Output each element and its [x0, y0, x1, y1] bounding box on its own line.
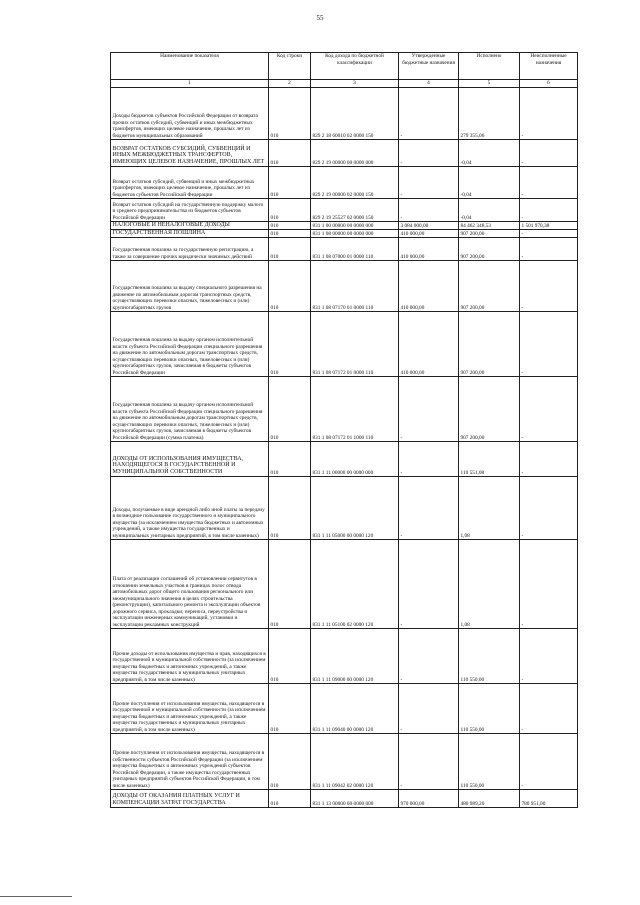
row-line-code: 010 [269, 199, 311, 222]
row-unexecuted: 1 501 970,38 [520, 222, 578, 230]
row-budget-code: 831 1 11 09000 00 0000 120 [311, 629, 399, 684]
row-unexecuted: - [520, 261, 578, 312]
row-executed: 907 200,00 [459, 230, 520, 238]
row-line-code: 010 [269, 442, 311, 477]
column-number: 3 [311, 80, 399, 88]
row-approved: - [399, 684, 459, 734]
row-unexecuted: - [520, 312, 578, 377]
row-unexecuted: - [520, 140, 578, 167]
row-approved: - [399, 477, 459, 540]
row-name: Доходы бюджетов субъектов Российской Федерации от возврата прочих остатков субсидий, субвенций и иных межбюджетных трансфертов, имеющих целевое назначение, прошлых лет из бюджетов муниципальных образований [111, 88, 269, 140]
table-row [111, 734, 578, 790]
row-executed: 1,08 [459, 540, 520, 629]
row-budget-code: 831 1 11 00000 00 0000 000 [311, 442, 399, 477]
row-line-code: 010 [269, 377, 311, 442]
row-executed: 84 462 348,53 [459, 222, 520, 230]
row-budget-code: 829 2 19 00000 02 0000 150 [311, 167, 399, 199]
row-approved: - [399, 540, 459, 629]
row-name: Плата от реализации соглашений об установлении сервитутов в отношении земельных участков в границах полос отвода автомобильных дорог общего пользования регионального или межмуниципального значения в целях строительства (реконструкции), капитального ремонта и эксплуатации объектов дорожного сервиса, прокладки, переноса, переустройства и эксплуатации инженерных коммуникаций, установки и эксплуатации рекламных конструкций [111, 540, 269, 629]
row-name: Государственная пошлина за выдачу органом исполнительной власти субъекта Российской Федерации специального разрешения на движение по автомобильным дорогам транспортных средств, осуществляющих перевозки опасных, тяжеловесных и (или) крупногабаритных грузов, зачисляемая в бюджеты субъектов Российской Федерации [111, 312, 269, 377]
table-row [111, 88, 578, 140]
row-approved: 410 000,00 [399, 261, 459, 312]
row-approved: - [399, 199, 459, 222]
row-line-code: 010 [269, 140, 311, 167]
row-executed: 279 355,06 [459, 88, 520, 140]
table-row [111, 238, 578, 261]
row-line-code: 010 [269, 477, 311, 540]
row-name: Государственная пошлина за государственную регистрацию, а также за совершение прочих юридически значимых действий [111, 238, 269, 261]
row-unexecuted: - [520, 230, 578, 238]
table-row [111, 442, 578, 477]
row-budget-code: 831 1 11 05000 00 0000 120 [311, 477, 399, 540]
row-approved: - [399, 734, 459, 790]
row-executed: 907 200,00 [459, 312, 520, 377]
row-unexecuted: - [520, 734, 578, 790]
row-unexecuted: - [520, 684, 578, 734]
table-row [111, 312, 578, 377]
row-approved: 410 000,00 [399, 312, 459, 377]
row-executed: -0,04 [459, 167, 520, 199]
table-row [111, 477, 578, 540]
row-approved: - [399, 377, 459, 442]
row-budget-code: 831 1 08 07172 01 0000 110 [311, 312, 399, 377]
table-row [111, 230, 578, 238]
row-unexecuted: - [520, 238, 578, 261]
table-row [111, 140, 578, 167]
row-budget-code: 831 1 08 07170 01 0000 110 [311, 261, 399, 312]
row-executed: -0,04 [459, 199, 520, 222]
column-number: 1 [111, 80, 269, 88]
row-name: Прочие поступления от использования имущества, находящегося в государственной и муниципальной собственности (за исключением имущества бюджетных и автономных учреждений, а также имущества государственных и муниципальных унитарных предприятий, в том числе казенных) [111, 684, 269, 734]
row-executed: 110 550,00 [459, 734, 520, 790]
row-line-code: 010 [269, 790, 311, 808]
row-approved: - [399, 88, 459, 140]
row-budget-code: 831 1 11 09042 02 0000 120 [311, 734, 399, 790]
row-name: ВОЗВРАТ ОСТАТКОВ СУБСИДИЙ, СУБВЕНЦИЙ И ИНЫХ МЕЖБЮДЖЕТНЫХ ТРАНСФЕРТОВ, ИМЕЮЩИХ ЦЕЛЕВОЕ НАЗНАЧЕНИЕ, ПРОШЛЫХ ЛЕТ [111, 140, 269, 167]
row-approved: 3 084 000,00 [399, 222, 459, 230]
table-row [111, 684, 578, 734]
column-number: 6 [520, 80, 578, 88]
row-line-code: 010 [269, 540, 311, 629]
row-executed: 907 200,00 [459, 238, 520, 261]
row-approved: 410 000,00 [399, 230, 459, 238]
row-approved: - [399, 629, 459, 684]
row-line-code: 010 [269, 167, 311, 199]
row-line-code: 010 [269, 312, 311, 377]
row-name: ГОСУДАРСТВЕННАЯ ПОШЛИНА [111, 230, 269, 238]
column-number: 4 [399, 80, 459, 88]
header-budget-code: Код дохода по бюджетной классификации [311, 53, 399, 80]
row-approved: 410 000,00 [399, 238, 459, 261]
table-row [111, 377, 578, 442]
row-line-code: 010 [269, 222, 311, 230]
table-body [111, 88, 578, 808]
row-unexecuted: - [520, 540, 578, 629]
row-name: НАЛОГОВЫЕ И НЕНАЛОГОВЫЕ ДОХОДЫ [111, 222, 269, 230]
row-name: ДОХОДЫ ОТ ИСПОЛЬЗОВАНИЯ ИМУЩЕСТВА, НАХОДЯЩЕГОСЯ В ГОСУДАРСТВЕННОЙ И МУНИЦИПАЛЬНОЙ СОБСТВЕННОСТИ [111, 442, 269, 477]
row-unexecuted: 780 951,00 [520, 790, 578, 808]
row-name: Прочие доходы от использования имущества и прав, находящихся в государственной и муниципальной собственности (за исключением имущества бюджетных и автономных учреждений, а также имущества государственных и муниципальных унитарных предприятий, в том числе казенных) [111, 629, 269, 684]
row-budget-code: 831 1 11 09040 00 0000 120 [311, 684, 399, 734]
row-budget-code: 831 1 08 00000 00 0000 000 [311, 230, 399, 238]
row-line-code: 010 [269, 230, 311, 238]
table-row [111, 167, 578, 199]
table-row [111, 540, 578, 629]
row-line-code: 010 [269, 261, 311, 312]
row-name: ДОХОДЫ ОТ ОКАЗАНИЯ ПЛАТНЫХ УСЛУГ И КОМПЕНСАЦИИ ЗАТРАТ ГОСУДАРСТВА [111, 790, 269, 808]
row-unexecuted: - [520, 477, 578, 540]
header-row [111, 53, 578, 80]
row-name: Прочие поступления от использования имущества, находящегося в собственности субъектов Российской Федерации (за исключением имущества бюджетных и автономных учреждений субъектов Российской Федерации, а также имущества государственных унитарных предприятий субъектов Российской Федерации, в том числе казенных) [111, 734, 269, 790]
row-executed: 1,08 [459, 477, 520, 540]
row-unexecuted: - [520, 199, 578, 222]
row-executed: 110 551,08 [459, 442, 520, 477]
row-executed: 907 200,00 [459, 377, 520, 442]
row-name: Государственная пошлина за выдачу органом исполнительной власти субъекта Российской Федерации специального разрешения на движение по автомобильным дорогам транспортных средств, осуществляющих перевозки опасных, тяжеловесных и (или) крупногабаритных грузов, зачисляемая в бюджеты субъектов Российской Федерации (сумма платежа) [111, 377, 269, 442]
row-name: Возврат остатков субсидий на государственную поддержку малого и среднего предпринимательства из бюджетов субъектов Российской Федерации [111, 199, 269, 222]
row-budget-code: 829 2 19 25527 02 0000 150 [311, 199, 399, 222]
footer-rule [0, 896, 72, 897]
row-unexecuted: - [520, 88, 578, 140]
row-unexecuted: - [520, 442, 578, 477]
table-row [111, 199, 578, 222]
row-executed: 110 550,00 [459, 629, 520, 684]
row-budget-code: 831 1 00 00000 00 0000 000 [311, 222, 399, 230]
row-budget-code: 831 1 08 07172 01 1000 110 [311, 377, 399, 442]
row-approved: 970 000,00 [399, 790, 459, 808]
row-approved: - [399, 167, 459, 199]
row-name: Государственная пошлина за выдачу специального разрешения на движение по автомобильным дорогам транспортных средств, осуществляющих перевозки опасных, тяжеловесных и (или) крупногабаритных грузов [111, 261, 269, 312]
header-approved: Утвержденные бюджетные назначения [399, 53, 459, 80]
table-row [111, 629, 578, 684]
row-line-code: 010 [269, 238, 311, 261]
header-line-code: Код строки [269, 53, 311, 80]
row-approved: - [399, 140, 459, 167]
table-row [111, 790, 578, 808]
row-unexecuted: - [520, 167, 578, 199]
row-budget-code: 829 2 19 00000 00 0000 000 [311, 140, 399, 167]
table-row [111, 261, 578, 312]
row-unexecuted: - [520, 629, 578, 684]
row-budget-code: 831 1 08 07000 01 0000 110 [311, 238, 399, 261]
row-executed: -0,04 [459, 140, 520, 167]
header-name: Наименование показателя [111, 53, 269, 80]
header-executed: Исполнено [459, 53, 520, 80]
row-name: Доходы, получаемые в виде арендной либо иной платы за передачу в возмездное пользование государственного и муниципального имущества (за исключением имущества бюджетных и автономных учреждений, а также имущества государственных и муниципальных унитарных предприятий, в том числе казенных) [111, 477, 269, 540]
column-number: 5 [459, 80, 520, 88]
header-unexecuted: Неисполненные назначения [520, 53, 578, 80]
row-budget-code: 829 2 18 60010 02 0000 150 [311, 88, 399, 140]
page-number: 55 [316, 14, 324, 22]
row-approved: - [399, 442, 459, 477]
row-line-code: 010 [269, 629, 311, 684]
row-executed: 907 200,00 [459, 261, 520, 312]
row-executed: 480 989,20 [459, 790, 520, 808]
row-budget-code: 831 1 13 00000 00 0000 000 [311, 790, 399, 808]
column-number-row [111, 80, 578, 88]
row-name: Возврат остатков субсидий, субвенций и иных межбюджетных трансфертов, имеющих целевое назначение, прошлых лет из бюджетов субъектов Российской Федерации [111, 167, 269, 199]
row-budget-code: 831 1 11 05100 02 0000 120 [311, 540, 399, 629]
row-line-code: 010 [269, 88, 311, 140]
column-number: 2 [269, 80, 311, 88]
row-line-code: 010 [269, 684, 311, 734]
income-report-table [110, 52, 578, 808]
row-unexecuted: - [520, 377, 578, 442]
table-row [111, 222, 578, 230]
row-executed: 110 550,00 [459, 684, 520, 734]
row-line-code: 010 [269, 734, 311, 790]
